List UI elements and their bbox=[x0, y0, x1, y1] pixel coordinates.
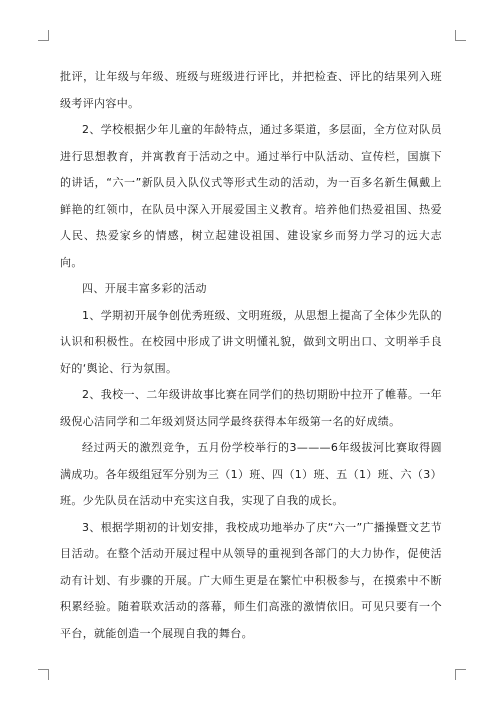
document-body bbox=[60, 64, 442, 647]
paragraph-continuation: 批评，让年级与年级、班级与班级进行评比，并把检查、评比的结果列入班级考评内容中。 bbox=[60, 70, 442, 110]
paragraph-item-2: 2、学校根据少年儿童的年龄特点，通过多渠道，多层面，全方位对队员进行思想教育，并寓教育于活动之中。通过举行中队活动、宣传栏，国旗下的讲话，“六一”新队员入队仪式等形式生动的活动，为一百多名新生佩戴上鲜艳的红领巾，在队员中深入开展爱国主义教育。培养他们热爱祖国、热爱人民、热爱家乡的情感，树立起建设祖国、建设家乡而努力学习的远大志向。 bbox=[60, 123, 442, 269]
section-heading: 四、开展丰富多彩的活动 bbox=[82, 282, 207, 295]
crop-mark-top-left bbox=[38, 30, 49, 41]
paragraph-activity-1: 1、学期初开展争创优秀班级、文明班级，从思想上提高了全体少先队的认识和积极性。在校园中形成了讲文明懂礼貌，做到文明出口、文明举手良好的‘舆论、行为氛围。 bbox=[60, 308, 442, 375]
paragraph-activity-2: 2、我校一、二年级讲故事比赛在同学们的热切期盼中拉开了帷幕。一年级倪心洁同学和二年级刘贤达同学最终获得本年级第一名的好成绩。 bbox=[60, 388, 442, 428]
paragraph-activity-3: 3、根据学期初的计划安排，我校成功地举办了庆“六一”广播操暨文艺节目活动。在整个活动开展过程中从领导的重视到各部门的大力协作，促使活动有计划、有步骤的开展。广大师生更是在繁忙中积极参与，在摸索中不断积累经验。随着联欢活动的落幕，师生们高涨的激情依旧。可见只要有一个平台，就能创造一个展现自我的舞台。 bbox=[60, 520, 442, 640]
crop-mark-top-right bbox=[455, 30, 466, 41]
crop-mark-bottom-left bbox=[38, 669, 49, 680]
paragraph-tug-of-war: 经过两天的激烈竞争，五月份学校举行的3———6年级拔河比赛取得圆满成功。各年级组冠军分别为三（1）班、四（1）班、五（1）班、六（3）班。少先队员在活动中充实这自我，实现了自我的成长。 bbox=[60, 441, 442, 507]
crop-mark-bottom-right bbox=[455, 669, 466, 680]
